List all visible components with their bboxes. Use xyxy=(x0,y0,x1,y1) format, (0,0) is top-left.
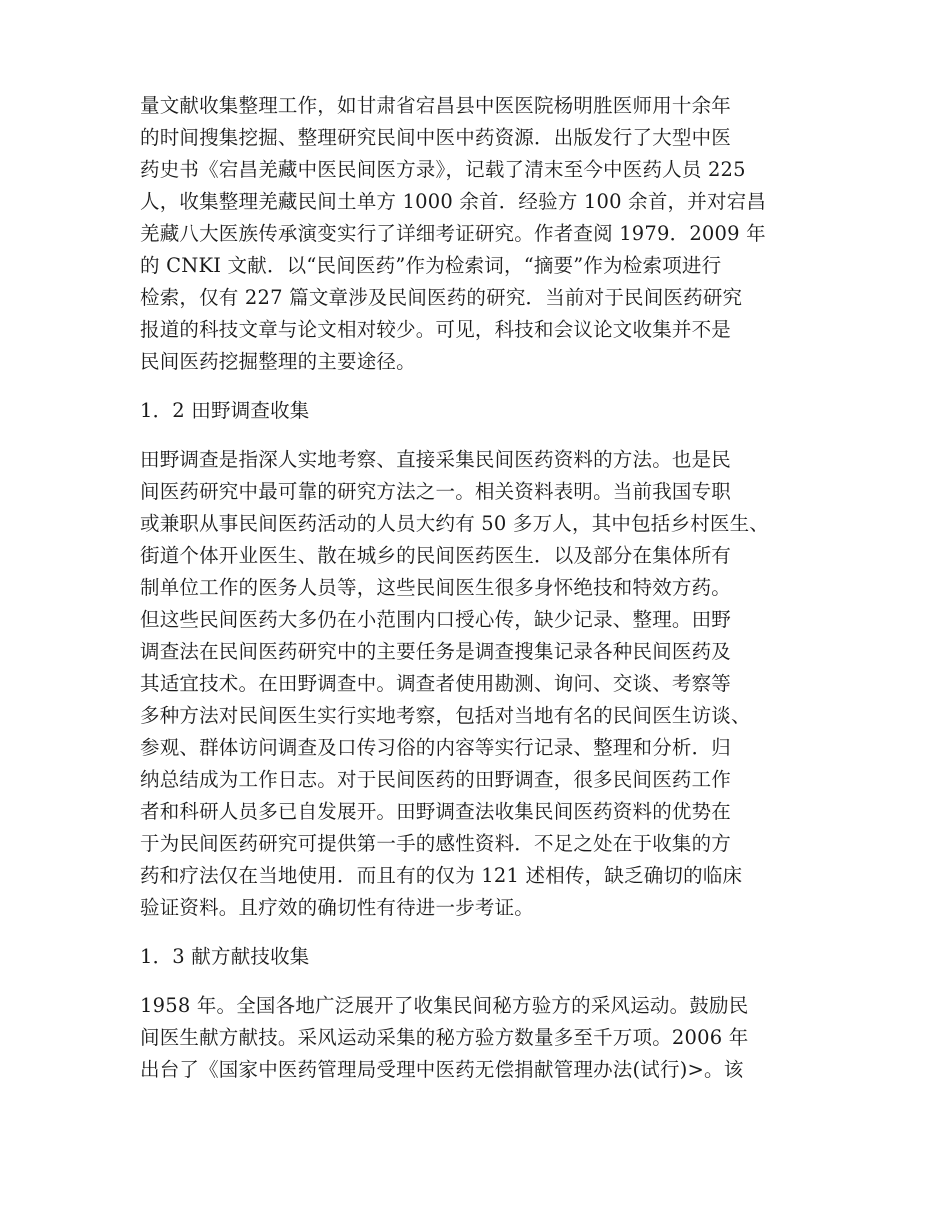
text-line: 制单位工作的医务人员等，这些民间医生很多身怀绝技和特效方药。 xyxy=(140,576,732,599)
text-line: 量文献收集整理工作，如甘肃省宕昌县中医医院杨明胜医师用十余年 xyxy=(140,94,732,117)
text-line: 羌藏八大医族传承演变实行了详细考证研究。作者查阅 1979．2009 年 xyxy=(140,222,766,245)
text-line: 验证资料。且疗效的确切性有待进一步考证。 xyxy=(140,896,535,919)
text-line: 参观、群体访问调查及口传习俗的内容等实行记录、整理和分析．归 xyxy=(140,736,732,759)
text-line: 出台了《国家中医药管理局受理中医药无偿捐献管理办法(试行)>。该 xyxy=(140,1058,744,1081)
text-line: 报道的科技文章与论文相对较少。可见，科技和会议论文收集并不是 xyxy=(140,318,732,341)
text-line: 间医生献方献技。采风运动采集的秘方验方数量多至千万项。2006 年 xyxy=(140,1026,749,1049)
text-line: 药史书《宕昌羌藏中医民间医方录》，记载了清末至今中医药人员 225 xyxy=(140,158,746,181)
text-line: 多种方法对民间医生实行实地考察，包括对当地有名的民间医生访谈、 xyxy=(140,704,751,727)
text-line: 或兼职从事民间医药活动的人员大约有 50 多万人，其中包括乡村医生、 xyxy=(140,512,770,535)
text-line: 民间医药挖掘整理的主要途径。 xyxy=(140,350,416,373)
text-line: 间医药研究中最可靠的研究方法之一。相关资料表明。当前我国专职 xyxy=(140,480,732,503)
text-line: 其适宜技术。在田野调查中。调查者使用勘测、询问、交谈、考察等 xyxy=(140,672,732,695)
text-line: 但这些民间医药大多仍在小范围内口授心传，缺少记录、整理。田野 xyxy=(140,608,732,631)
text-line: 田野调查是指深人实地考察、直接采集民间医药资料的方法。也是民 xyxy=(140,448,732,471)
section-heading: 1．3 献方献技收集 xyxy=(140,945,310,968)
text-line: 调查法在民间医药研究中的主要任务是调查搜集记录各种民间医药及 xyxy=(140,640,732,663)
text-line: 的时间搜集挖掘、整理研究民间中医中药资源．出版发行了大型中医 xyxy=(140,126,732,149)
text-line: 的 CNKI 文献．以“民间医药”作为检索词，“摘要”作为检索项进行 xyxy=(140,254,722,277)
text-line: 者和科研人员多已自发展开。田野调查法收集民间医药资料的优势在 xyxy=(140,800,732,823)
text-line: 纳总结成为工作日志。对于民间医药的田野调查，很多民间医药工作 xyxy=(140,768,732,791)
text-line: 于为民间医药研究可提供第一手的感性资料．不足之处在于收集的方 xyxy=(140,832,732,855)
section-heading: 1．2 田野调查收集 xyxy=(140,399,310,422)
text-line: 检索，仅有 227 篇文章涉及民间医药的研究．当前对于民间医药研究 xyxy=(140,286,743,309)
text-line: 1958 年。全国各地广泛展开了收集民间秘方验方的采风运动。鼓励民 xyxy=(140,994,749,1017)
text-line: 人，收集整理羌藏民间土单方 1000 余首．经验方 100 余首，并对宕昌 xyxy=(140,190,767,213)
text-line: 药和疗法仅在当地使用．而且有的仅为 121 述相传，缺乏确切的临床 xyxy=(140,864,743,887)
text-line: 街道个体开业医生、散在城乡的民间医药医生．以及部分在集体所有 xyxy=(140,544,732,567)
